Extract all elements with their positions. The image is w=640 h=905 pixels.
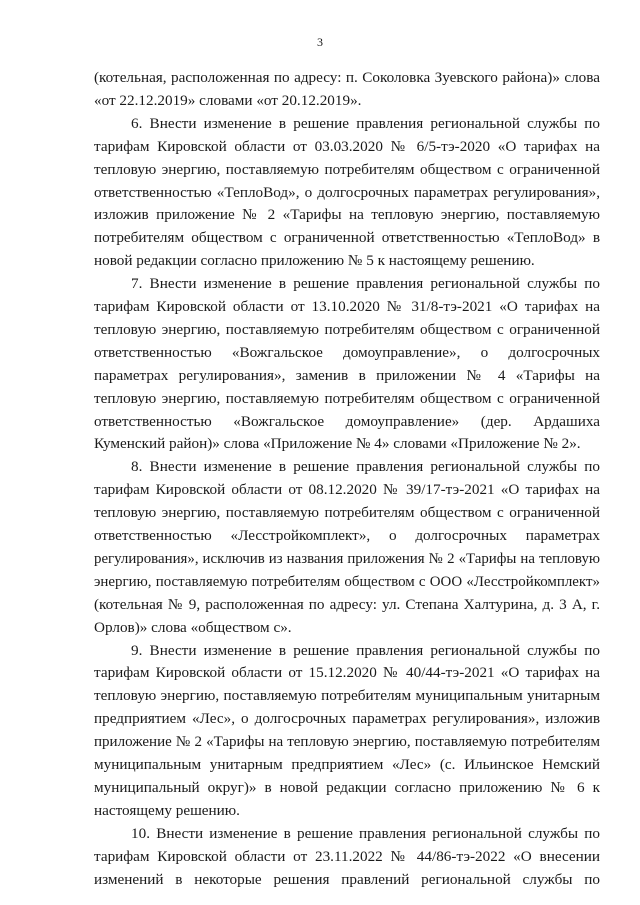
text-line: Орлов)» слова «обществом с».: [94, 619, 292, 636]
text-line: ответственностью «Вожгальское домоуправление» (дер. Ардашиха: [94, 413, 600, 430]
text-line: тепловую энергию, поставляемую потребителям обществом с ограниченной: [94, 161, 600, 178]
text-line: (котельная, расположенная по адресу: п. Соколовка Зуевского района)» слова: [94, 69, 600, 86]
text-line: регулирования», исключив из названия приложения № 2 «Тарифы на тепловую: [94, 551, 600, 567]
text-line: 10. Внести изменение в решение правления региональной службы по: [131, 825, 600, 842]
text-line: тарифам Кировской области от 15.12.2020 № 40/44-тэ-2021 «О тарифах на: [94, 664, 600, 681]
text-line: 8. Внести изменение в решение правления региональной службы по: [131, 458, 600, 475]
text-line: 6. Внести изменение в решение правления региональной службы по: [131, 115, 600, 132]
text-line: 9. Внести изменение в решение правления региональной службы по: [131, 642, 600, 659]
text-line: тарифам Кировской области от 03.03.2020 № 6/5-тэ-2020 «О тарифах на: [94, 138, 600, 155]
text-line: ответственностью «ТеплоВод», о долгосрочных параметрах регулирования»,: [94, 184, 600, 201]
text-line: новой редакции согласно приложению № 5 к настоящему решению.: [94, 252, 535, 269]
text-line: изложив приложение № 2 «Тарифы на тепловую энергию, поставляемую: [94, 206, 600, 223]
text-line: тепловую энергию, поставляемую потребителям обществом с ограниченной: [94, 504, 600, 521]
text-line: ответственностью «Лесстройкомплект», о долгосрочных параметрах: [94, 527, 600, 544]
text-line: тарифам Кировской области от 13.10.2020 № 31/8-тэ-2021 «О тарифах на: [94, 298, 600, 315]
text-line: 7. Внести изменение в решение правления региональной службы по: [131, 275, 600, 292]
page-number: 3: [317, 35, 323, 49]
text-line: тепловую энергию, поставляемую потребителям обществом с ограниченной: [94, 321, 600, 338]
text-line: ответственностью «Вожгальское домоуправление», о долгосрочных: [94, 344, 600, 361]
text-line: тепловую энергию, поставляемую потребителям муниципальным унитарным: [94, 687, 600, 704]
text-line: тарифам Кировской области от 23.11.2022 № 44/86-тэ-2022 «О внесении: [94, 848, 600, 865]
text-line: тарифам Кировской области от 08.12.2020 № 39/17-тэ-2021 «О тарифах на: [94, 481, 600, 498]
text-line: энергию, поставляемую потребителям обществом с ООО «Лесстройкомплект»: [94, 574, 600, 590]
text-line: параметрах регулирования», заменив в приложении № 4 «Тарифы на: [94, 367, 600, 384]
text-line: (котельная № 9, расположенная по адресу: ул. Степана Халтурина, д. 3 А, г.: [94, 596, 600, 613]
text-line: настоящему решению.: [94, 802, 240, 819]
text-line: тепловую энергию, поставляемую потребителям обществом с ограниченной: [94, 390, 600, 407]
text-line: муниципальный округ)» в новой редакции согласно приложению № 6 к: [94, 779, 600, 796]
text-line: потребителям обществом с ограниченной ответственностью «ТеплоВод» в: [94, 229, 600, 246]
text-line: изменений в некоторые решения правлений региональной службы по: [94, 871, 600, 888]
text-line: муниципальным унитарным предприятием «Лес» (с. Ильинское Немский: [94, 756, 600, 773]
text-line: Куменский район)» слова «Приложение № 4» словами «Приложение № 2».: [94, 435, 581, 452]
text-line: приложение № 2 «Тарифы на тепловую энергию, поставляемую потребителям: [94, 734, 600, 750]
text-line: «от 22.12.2019» словами «от 20.12.2019».: [94, 92, 362, 109]
text-line: предприятием «Лес», о долгосрочных параметрах регулирования», изложив: [94, 710, 600, 727]
